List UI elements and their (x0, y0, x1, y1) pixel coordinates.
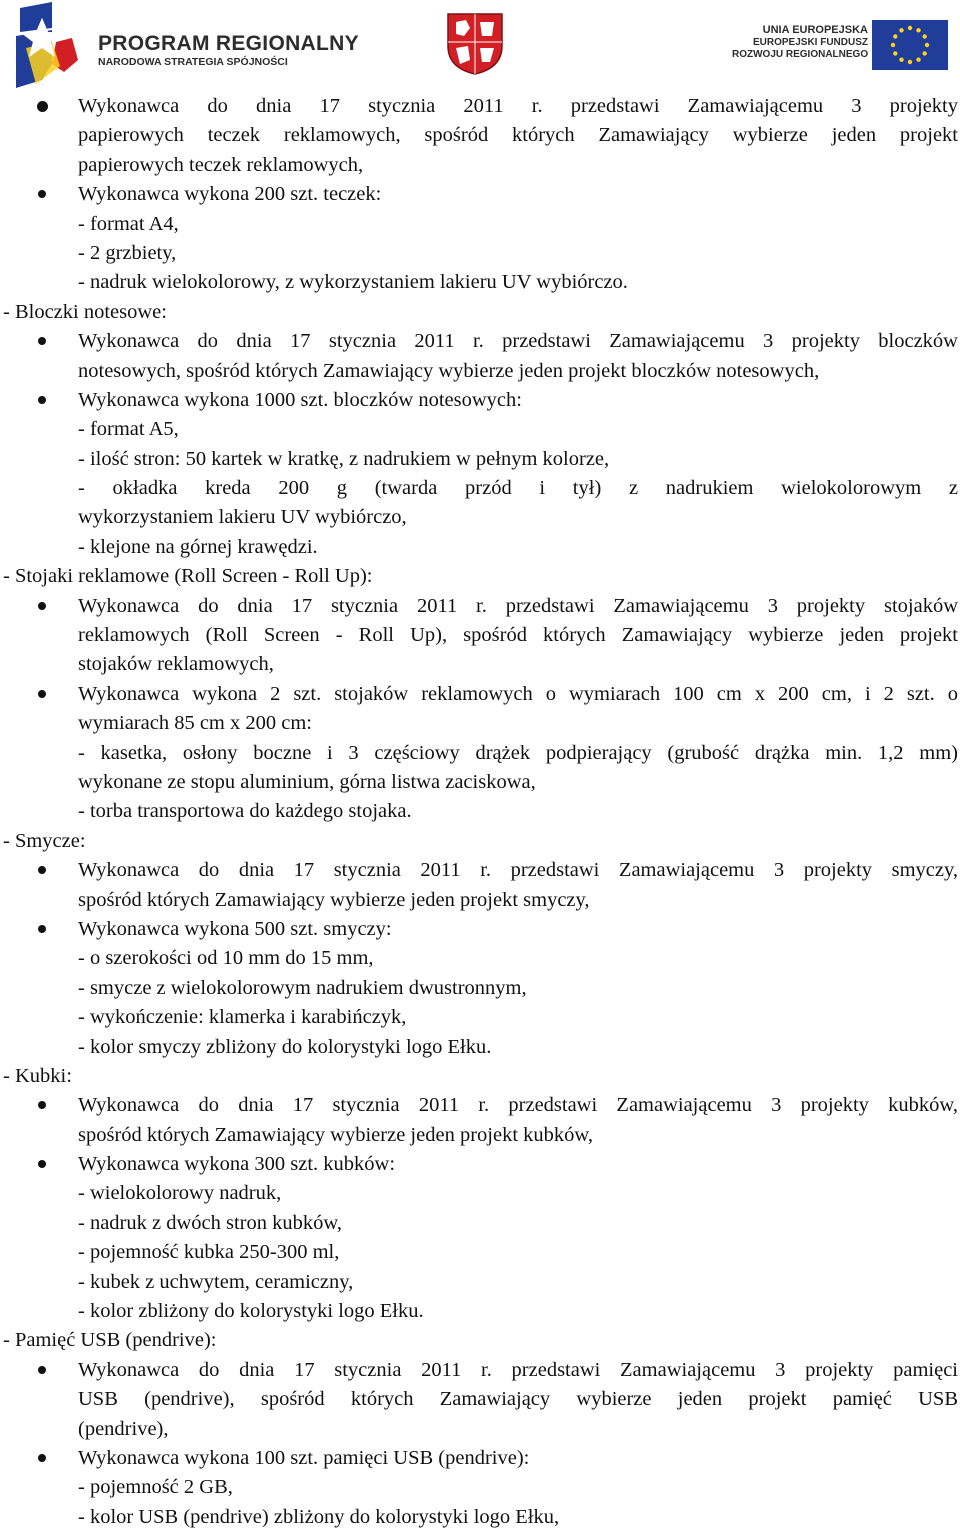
line-text: - torba transportowa do każdego stojaka. (78, 800, 412, 823)
text-line (0, 856, 960, 885)
bullet-icon (38, 337, 46, 345)
eu-flag-icon (872, 20, 948, 70)
line-text: stojaków reklamowych, (78, 653, 274, 676)
line-text: - Kubki: (3, 1064, 72, 1087)
eu-line-union: UNIA EUROPEJSKA (762, 24, 868, 36)
line-text: - kolor USB (pendrive) zbliżony do kolorystyki logo Ełku, (78, 1505, 560, 1528)
bullet-icon (38, 1454, 46, 1462)
page-header (0, 0, 960, 92)
line-text: - pojemność 2 GB, (78, 1476, 233, 1499)
text-line (0, 944, 960, 973)
line-text: - format A5, (78, 418, 179, 441)
text-line (0, 739, 960, 768)
line-text: wykorzystaniem lakieru UV wybiórczo, (78, 506, 407, 529)
line-text: USB (pendrive), spośród których Zamawiający wybierze jeden projekt pamięć USB (78, 1388, 958, 1411)
line-text: - ilość stron: 50 kartek w kratkę, z nadrukiem w pełnym kolorze, (78, 447, 610, 470)
text-line (0, 1091, 960, 1120)
line-text: Wykonawca do dnia 17 stycznia 2011 r. przedstawi Zamawiającemu 3 projekty pamięci (78, 1358, 958, 1381)
line-text: Wykonawca do dnia 17 stycznia 2011 r. przedstawi Zamawiającemu 3 projekty kubków, (78, 1094, 958, 1117)
text-line (0, 1268, 960, 1297)
line-text: - wielokolorowy nadruk, (78, 1182, 282, 1205)
text-line (0, 797, 960, 826)
text-line (0, 1209, 960, 1238)
text-line (0, 680, 960, 709)
line-text: - kolor smyczy zbliżony do kolorystyki logo Ełku. (78, 1035, 492, 1058)
text-line (0, 1297, 960, 1326)
text-line (0, 1473, 960, 1502)
text-line (0, 92, 960, 121)
line-text: Wykonawca wykona 100 szt. pamięci USB (pendrive): (78, 1446, 530, 1469)
line-text: - smycze z wielokolorowym nadrukiem dwustronnym, (78, 976, 527, 999)
line-text: papierowych teczek reklamowych, spośród których Zamawiający wybierze jeden projekt (78, 124, 958, 147)
bullet-icon (38, 190, 46, 198)
text-line (0, 474, 960, 503)
text-line (0, 180, 960, 209)
section-heading (0, 1326, 960, 1355)
bullet-icon (38, 925, 46, 933)
line-text: - nadruk z dwóch stron kubków, (78, 1211, 342, 1234)
line-text: - nadruk wielokolorowy, z wykorzystaniem lakieru UV wybiórczo. (78, 271, 628, 294)
bullet-icon (38, 1101, 46, 1109)
line-text: Wykonawca do dnia 17 stycznia 2011 r. przedstawi Zamawiającemu 3 projekty (78, 95, 958, 117)
text-line (0, 1150, 960, 1179)
text-line (0, 915, 960, 944)
line-text: papierowych teczek reklamowych, (78, 153, 364, 176)
text-line (0, 1179, 960, 1208)
text-line (0, 709, 960, 738)
text-line (0, 1385, 960, 1414)
program-regionalny-logo (12, 2, 362, 90)
line-text: - Stojaki reklamowe (Roll Screen - Roll Up): (3, 565, 373, 588)
line-text: Wykonawca do dnia 17 stycznia 2011 r. przedstawi Zamawiającemu 3 projekty smyczy, (78, 859, 958, 882)
line-text: Wykonawca wykona 1000 szt. bloczków notesowych: (78, 388, 522, 411)
bullet-icon (38, 602, 46, 610)
text-line (0, 621, 960, 650)
bullet-icon (38, 866, 46, 874)
eu-line-fund: EUROPEJSKI FUNDUSZ (752, 37, 868, 48)
document-body (0, 92, 960, 1532)
text-line (0, 1003, 960, 1032)
section-heading (0, 562, 960, 591)
text-line (0, 974, 960, 1003)
bullet-icon (38, 1160, 46, 1168)
bullet-icon (38, 396, 46, 404)
text-line (0, 1033, 960, 1062)
regional-coat-of-arms-icon (446, 12, 504, 76)
line-text: - Bloczki notesowe: (3, 300, 167, 323)
text-line (0, 592, 960, 621)
text-line (0, 210, 960, 239)
line-text: - klejone na górnej krawędzi. (78, 535, 318, 558)
text-line (0, 445, 960, 474)
line-text: wykonane ze stopu aluminium, górna listwa zaciskowa, (78, 770, 536, 793)
program-subtitle: NARODOWA STRATEGIA SPÓJNOŚCI (98, 56, 288, 68)
text-line (0, 1238, 960, 1267)
line-text: reklamowych (Roll Screen - Roll Up), spośród których Zamawiający wybierze jeden projekt (78, 624, 958, 647)
line-text: Wykonawca wykona 500 szt. smyczy: (78, 917, 392, 940)
eu-fund-logo (732, 20, 950, 76)
program-regionalny-emblem-icon (12, 2, 84, 90)
text-line (0, 357, 960, 386)
line-text: - Smycze: (3, 829, 86, 852)
text-line (0, 268, 960, 297)
line-text: notesowych, spośród których Zamawiający wybierze jeden projekt bloczków notesowych, (78, 359, 820, 382)
bullet-icon (38, 1366, 46, 1374)
text-line (0, 768, 960, 797)
line-text: - o szerokości od 10 mm do 15 mm, (78, 947, 374, 970)
line-text: (pendrive), (78, 1417, 169, 1440)
text-line (0, 886, 960, 915)
line-text: Wykonawca do dnia 17 stycznia 2011 r. przedstawi Zamawiającemu 3 projekty stojaków (78, 594, 958, 617)
line-text: - 2 grzbiety, (78, 241, 177, 264)
line-text: Wykonawca do dnia 17 stycznia 2011 r. przedstawi Zamawiającemu 3 projekty bloczków (78, 330, 958, 353)
bullet-icon (38, 690, 46, 698)
eu-line-development: ROZWOJU REGIONALNEGO (732, 48, 869, 60)
section-heading (0, 827, 960, 856)
text-line (0, 1503, 960, 1532)
line-text: Wykonawca wykona 300 szt. kubków: (78, 1153, 396, 1176)
section-heading (0, 298, 960, 327)
line-text: - okładka kreda 200 g (twarda przód i tył) z nadrukiem wielokolorowym z (78, 477, 958, 500)
line-text: Wykonawca wykona 200 szt. teczek: (78, 183, 382, 206)
line-text: spośród których Zamawiający wybierze jeden projekt smyczy, (78, 888, 590, 911)
text-line (0, 1356, 960, 1385)
text-line (0, 503, 960, 532)
text-line (0, 151, 960, 180)
text-line (0, 1444, 960, 1473)
text-line (0, 1121, 960, 1150)
line-text: Wykonawca wykona 2 szt. stojaków reklamowych o wymiarach 100 cm x 200 cm, i 2 szt. o (78, 682, 958, 705)
line-text: - kasetka, osłony boczne i 3 częściowy drążek podpierający (grubość drążka min. 1,2 mm) (78, 741, 958, 764)
line-text: spośród których Zamawiający wybierze jeden projekt kubków, (78, 1123, 593, 1146)
text-line (0, 239, 960, 268)
line-text: - kolor zbliżony do kolorystyki logo Ełku. (78, 1300, 424, 1323)
section-heading (0, 1062, 960, 1091)
line-text: - format A4, (78, 212, 179, 235)
text-line (0, 1415, 960, 1444)
text-line (0, 415, 960, 444)
line-text: - kubek z uchwytem, ceramiczny, (78, 1270, 354, 1293)
program-title: PROGRAM REGIONALNY (98, 32, 359, 55)
text-line (0, 650, 960, 679)
line-text: - Pamięć USB (pendrive): (3, 1329, 217, 1352)
line-text: wymiarach 85 cm x 200 cm: (78, 712, 312, 735)
text-line (0, 386, 960, 415)
text-line (0, 121, 960, 150)
line-text: - wykończenie: klamerka i karabińczyk, (78, 1006, 407, 1029)
line-text: - pojemność kubka 250-300 ml, (78, 1241, 340, 1264)
text-line (0, 533, 960, 562)
bullet-icon (37, 101, 48, 112)
text-line (0, 327, 960, 356)
